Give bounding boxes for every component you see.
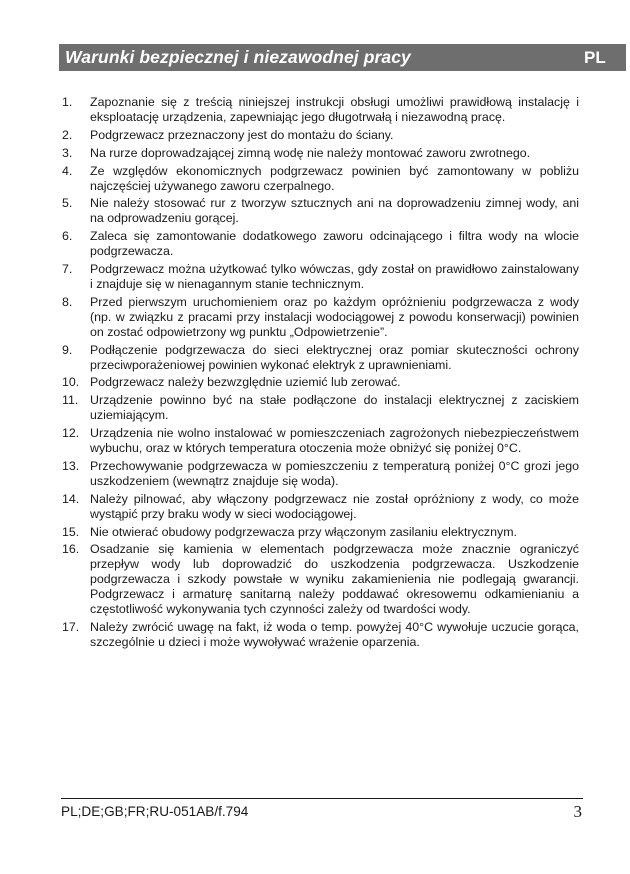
safety-rules-list: [62, 95, 579, 653]
item-text: Na rurze doprowadzającej zimną wodę nie należy montować zaworu zwrotnego.: [90, 145, 531, 160]
item-text: Podłączenie podgrzewacza do sieci elektrycznej oraz pomiar skuteczności ochrony przeciwporażeniowej powinien wykonać elektryk z uprawnieniami.: [90, 342, 579, 372]
item-text: Przechowywanie podgrzewacza w pomieszczeniu z temperaturą poniżej 0°C grozi jego uszkodzeniem (wewnątrz znajduje się woda).: [90, 458, 579, 488]
footer-divider: [61, 798, 583, 799]
list-item: [62, 146, 579, 161]
item-text: Urządzenie powinno być na stałe podłączone do instalacji elektrycznej z zaciskiem uziemiającym.: [90, 393, 579, 423]
list-item: [62, 375, 579, 390]
item-number: 13.: [62, 458, 80, 473]
list-item: [62, 343, 579, 373]
list-item: [62, 128, 579, 143]
page-number: 3: [573, 802, 582, 821]
list-item: [62, 620, 579, 650]
item-text: Nie otwierać obudowy podgrzewacza przy włączonym zasilaniu elektrycznym.: [90, 524, 517, 539]
list-item: [62, 262, 579, 292]
list-item: [62, 525, 579, 540]
item-text: Przed pierwszym uruchomieniem oraz po każdym opróżnieniu podgrzewacza z wody (np. w związku z pracami przy instalacji wodociągowej z powodu konserwacji) powinien on zostać odpowietrzony wg punktu „Odpowietrzenie”.: [90, 294, 579, 339]
item-text: Ze względów ekonomicznych podgrzewacz powinien być zamontowany w pobliżu najczęściej używanego zaworu czerpalnego.: [90, 163, 579, 193]
list-item: [62, 492, 579, 522]
item-text: Zapoznanie się z treścią niniejszej instrukcji obsługi umożliwi prawidłową instalację i eksploatację urządzenia, zapewniając jego długotrwałą i niezawodną pracę.: [90, 95, 579, 124]
item-text: Zaleca się zamontowanie dodatkowego zaworu odcinającego i filtra wody na wlocie podgrzewacza.: [90, 229, 579, 259]
item-number: 4.: [62, 163, 73, 178]
item-text: Osadzanie się kamienia w elementach podgrzewacza może znacznie ograniczyć przepływ wody lub doprowadzić do uszkodzenia podgrzewacza. Uszkodzenie podgrzewacza i szkody powstałe w wyniku zakamienienia nie podlegają gwarancji. Podgrzewacz i armaturę sanitarną należy poddawać okresowemu odkamienianiu a częstotliwość wykonywania tych czynności zależy od twardości wody.: [90, 542, 579, 617]
item-text: Należy pilnować, aby włączony podgrzewacz nie został opróżniony z wody, co może wystąpić przy braku wody w sieci wodociągowej.: [90, 491, 579, 521]
item-text: Podgrzewacz można użytkować tylko wówczas, gdy został on prawidłowo zainstalowany i znajduje się w nienagannym stanie technicznym.: [90, 262, 579, 291]
item-number: 10.: [62, 375, 80, 390]
item-number: 17.: [62, 620, 80, 634]
list-item: [62, 295, 579, 340]
list-item: [62, 426, 579, 456]
list-item: [62, 393, 579, 423]
item-text: Podgrzewacz przeznaczony jest do montażu do ściany.: [90, 127, 394, 142]
item-text: Podgrzewacz należy bezwzględnie uziemić lub zerować.: [90, 375, 401, 390]
item-number: 8.: [62, 294, 73, 309]
item-number: 9.: [62, 342, 73, 357]
item-number: 5.: [62, 196, 73, 211]
item-number: 6.: [62, 229, 73, 244]
list-item: [62, 95, 579, 125]
item-number: 12.: [62, 426, 80, 441]
document-code: PL;DE;GB;FR;RU-051AB/f.794: [61, 804, 249, 819]
list-item: [62, 542, 579, 617]
item-number: 3.: [62, 145, 73, 160]
language-code: PL: [584, 47, 606, 67]
section-header: [59, 44, 626, 71]
item-number: 16.: [62, 542, 80, 557]
item-number: 7.: [62, 262, 73, 277]
list-item: [62, 229, 579, 259]
section-title: Warunki bezpiecznej i niezawodnej pracy: [65, 47, 411, 67]
list-item: [62, 459, 579, 489]
item-number: 11.: [62, 393, 79, 408]
item-text: Należy zwrócić uwagę na fakt, iż woda o temp. powyżej 40°C wywołuje uczucie gorąca, szczególnie u dzieci i może wywoływać wrażenie oparzenia.: [90, 620, 579, 649]
item-text: Urządzenia nie wolno instalować w pomieszczeniach zagrożonych niebezpieczeństwem wybuchu, oraz w których temperatura otoczenia może obniżyć się poniżej 0°C.: [90, 426, 579, 456]
list-item: [62, 164, 579, 194]
item-number: 2.: [62, 127, 73, 142]
item-text: Nie należy stosować rur z tworzyw sztucznych ani na doprowadzeniu zimnej wody, ani na odprowadzeniu gorącej.: [90, 196, 579, 226]
item-number: 1.: [62, 95, 73, 109]
list-item: [62, 196, 579, 226]
item-number: 15.: [62, 524, 80, 539]
item-number: 14.: [62, 491, 80, 506]
